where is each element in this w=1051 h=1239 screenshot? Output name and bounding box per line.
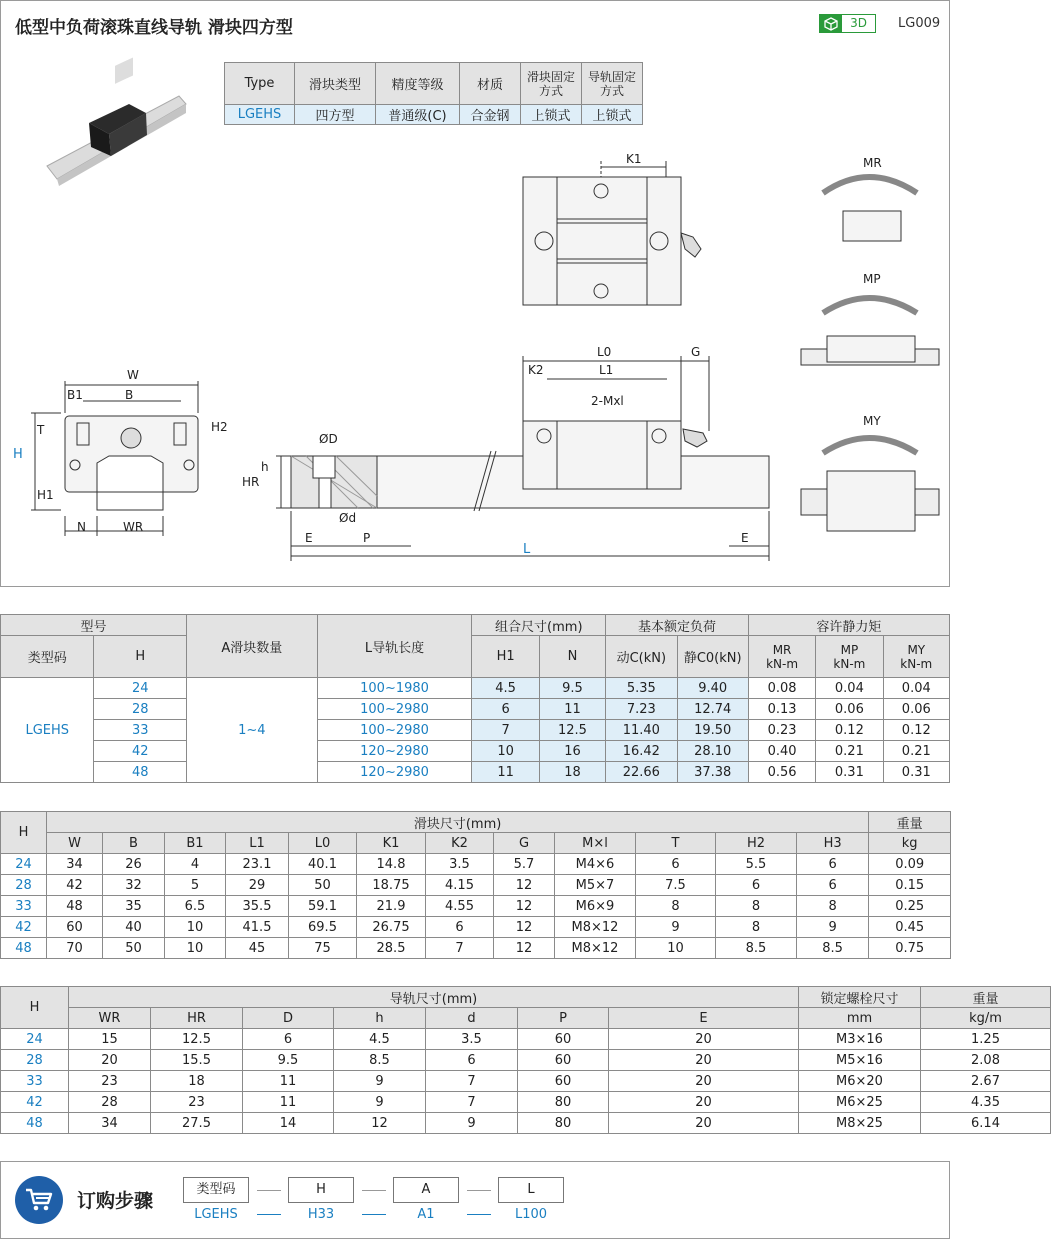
table-cell: 12.5 bbox=[151, 1029, 243, 1050]
table-cell: M4×6 bbox=[555, 854, 636, 875]
table-cell: 9 bbox=[334, 1071, 426, 1092]
table-cell: 4.15 bbox=[426, 875, 494, 896]
table-cell: 26.75 bbox=[357, 917, 426, 938]
table-cell: M8×25 bbox=[799, 1113, 921, 1134]
type-code-cell: LGEHS bbox=[1, 678, 94, 783]
table-cell: 6 bbox=[716, 875, 797, 896]
table-cell: M8×12 bbox=[555, 938, 636, 959]
spec-material-value: 合金钢 bbox=[460, 105, 521, 125]
table-cell: 0.06 bbox=[816, 699, 883, 720]
qty-cell: 1~4 bbox=[186, 678, 317, 783]
table-cell: 8 bbox=[797, 896, 869, 917]
header-n: N bbox=[539, 636, 605, 678]
header-mp: MP kN-m bbox=[816, 636, 883, 678]
t2-col: H3 bbox=[797, 833, 869, 854]
table-cell: 0.31 bbox=[816, 762, 883, 783]
table-cell: 69.5 bbox=[289, 917, 357, 938]
h-cell: 42 bbox=[94, 741, 186, 762]
table-cell: 15.5 bbox=[151, 1050, 243, 1071]
table-cell: 75 bbox=[289, 938, 357, 959]
t3-header-bolt: 锁定螺栓尺寸 bbox=[799, 987, 921, 1008]
table-cell: 12 bbox=[494, 917, 555, 938]
table-cell: 6 bbox=[636, 854, 716, 875]
table-cell: 0.08 bbox=[748, 678, 815, 699]
table-cell: M8×12 bbox=[555, 917, 636, 938]
t2-col: W bbox=[47, 833, 103, 854]
table-row bbox=[1, 699, 950, 720]
3d-label: 3D bbox=[850, 16, 867, 30]
table-cell: 2.08 bbox=[921, 1050, 1051, 1071]
table-cell: M3×16 bbox=[799, 1029, 921, 1050]
table-cell: 28.10 bbox=[677, 741, 748, 762]
label-my: MY bbox=[863, 414, 881, 428]
table-cell: 50 bbox=[289, 875, 357, 896]
table-cell: 80 bbox=[518, 1113, 609, 1134]
table-cell: 11 bbox=[243, 1071, 334, 1092]
length-cell: 120~2980 bbox=[317, 762, 472, 783]
label-p: P bbox=[363, 531, 371, 545]
table-cell: 0.12 bbox=[883, 720, 949, 741]
table-cell: 0.56 bbox=[748, 762, 815, 783]
table-cell: 0.75 bbox=[869, 938, 951, 959]
label-n: N bbox=[77, 520, 86, 534]
table-cell: 0.25 bbox=[869, 896, 951, 917]
table-cell: 12 bbox=[494, 938, 555, 959]
order-steps-panel bbox=[0, 1161, 950, 1239]
table-row bbox=[1, 762, 950, 783]
table-cell: 3.5 bbox=[426, 1029, 518, 1050]
table-row bbox=[1, 854, 951, 875]
table-cell: 11 bbox=[472, 762, 539, 783]
table-row bbox=[1, 678, 950, 699]
label-h-small: h bbox=[261, 460, 269, 474]
table-cell: 20 bbox=[609, 1050, 799, 1071]
t2-header-group: 滑块尺寸(mm) bbox=[47, 812, 869, 833]
h-cell: 48 bbox=[1, 938, 47, 959]
h-cell: 42 bbox=[1, 917, 47, 938]
header-static: 静C0(kN) bbox=[677, 636, 748, 678]
table-cell: 10 bbox=[165, 938, 226, 959]
table-cell: 60 bbox=[47, 917, 103, 938]
shopping-cart-icon bbox=[15, 1176, 63, 1224]
table-cell: 8 bbox=[716, 917, 797, 938]
h-cell: 28 bbox=[94, 699, 186, 720]
table-cell: 7.5 bbox=[636, 875, 716, 896]
t2-col: H2 bbox=[716, 833, 797, 854]
table-row bbox=[1, 1113, 1051, 1134]
table-cell: 18.75 bbox=[357, 875, 426, 896]
label-h1: H1 bbox=[37, 488, 54, 502]
table-cell: 6 bbox=[243, 1029, 334, 1050]
h-cell: 28 bbox=[1, 1050, 69, 1071]
divider bbox=[362, 1190, 386, 1191]
label-mp: MP bbox=[863, 272, 881, 286]
table-cell: 8 bbox=[716, 896, 797, 917]
spec-block-type-value: 四方型 bbox=[295, 105, 376, 125]
table-cell: 0.04 bbox=[883, 678, 949, 699]
table-cell: M6×9 bbox=[555, 896, 636, 917]
table-cell: 5.7 bbox=[494, 854, 555, 875]
load-table bbox=[0, 614, 950, 782]
table-cell: 12 bbox=[494, 875, 555, 896]
header-moment: 容许静力矩 bbox=[748, 615, 949, 636]
spec-header-type: Type bbox=[225, 63, 295, 105]
order-step-h: H bbox=[288, 1177, 354, 1203]
table-cell: 23 bbox=[69, 1071, 151, 1092]
t2-col: B bbox=[103, 833, 165, 854]
table-cell: 15 bbox=[69, 1029, 151, 1050]
order-step-a: A bbox=[393, 1177, 459, 1203]
t3-col: P bbox=[518, 1008, 609, 1029]
label-e-left: E bbox=[305, 531, 313, 545]
length-cell: 100~2980 bbox=[317, 720, 472, 741]
table-cell: 7 bbox=[472, 720, 539, 741]
label-b: B bbox=[125, 388, 134, 402]
product-panel bbox=[0, 0, 950, 587]
table-cell: 20 bbox=[609, 1113, 799, 1134]
table-cell: 28.5 bbox=[357, 938, 426, 959]
table-cell: 34 bbox=[47, 854, 103, 875]
table-cell: 9.5 bbox=[243, 1050, 334, 1071]
product-code: LG009 bbox=[898, 16, 941, 31]
header-h1: H1 bbox=[472, 636, 539, 678]
table-cell: 0.21 bbox=[883, 741, 949, 762]
label-hr: HR bbox=[242, 475, 260, 489]
table-cell: 11 bbox=[539, 699, 605, 720]
table-cell: 18 bbox=[539, 762, 605, 783]
t2-col: M×l bbox=[555, 833, 636, 854]
table-cell: 0.13 bbox=[748, 699, 815, 720]
table-cell: 35 bbox=[103, 896, 165, 917]
table-row bbox=[1, 1071, 1051, 1092]
table-cell: 0.04 bbox=[816, 678, 883, 699]
label-t: T bbox=[37, 423, 45, 437]
table-cell: 10 bbox=[472, 741, 539, 762]
h-cell: 33 bbox=[1, 1071, 69, 1092]
label-od: ØD bbox=[319, 432, 338, 446]
label-d: Ød bbox=[339, 511, 357, 525]
rail-side-view bbox=[276, 356, 769, 561]
label-mr: MR bbox=[863, 156, 882, 170]
header-dynamic: 动C(kN) bbox=[606, 636, 677, 678]
spec-header-precision: 精度等级 bbox=[376, 63, 460, 105]
label-b1: B1 bbox=[67, 388, 83, 402]
t3-col: WR bbox=[69, 1008, 151, 1029]
t3-col: E bbox=[609, 1008, 799, 1029]
table-row bbox=[1, 917, 951, 938]
table-cell: 14 bbox=[243, 1113, 334, 1134]
table-cell: 9 bbox=[797, 917, 869, 938]
table-cell: 9 bbox=[426, 1113, 518, 1134]
table-cell: 11.40 bbox=[606, 720, 677, 741]
t3-header-group: 导轨尺寸(mm) bbox=[69, 987, 799, 1008]
table-cell: 14.8 bbox=[357, 854, 426, 875]
t3-col: h bbox=[334, 1008, 426, 1029]
table-cell: 12 bbox=[334, 1113, 426, 1134]
table-row bbox=[1, 1092, 1051, 1113]
table-cell: 12.5 bbox=[539, 720, 605, 741]
table-cell: 20 bbox=[609, 1071, 799, 1092]
table-cell: 7 bbox=[426, 938, 494, 959]
header-qty: A滑块数量 bbox=[186, 615, 317, 678]
t2-col: L1 bbox=[226, 833, 289, 854]
table-cell: 26 bbox=[103, 854, 165, 875]
table-cell: 22.66 bbox=[606, 762, 677, 783]
h-cell: 42 bbox=[1, 1092, 69, 1113]
table-cell: 9 bbox=[334, 1092, 426, 1113]
table-cell: 10 bbox=[165, 917, 226, 938]
table-cell: 23 bbox=[151, 1092, 243, 1113]
table-cell: 41.5 bbox=[226, 917, 289, 938]
table-cell: 6 bbox=[797, 854, 869, 875]
header-my: MY kN-m bbox=[883, 636, 949, 678]
table-cell: 7.23 bbox=[606, 699, 677, 720]
header-combo: 组合尺寸(mm) bbox=[472, 615, 606, 636]
table-cell: 12 bbox=[494, 896, 555, 917]
table-cell: 60 bbox=[518, 1029, 609, 1050]
divider bbox=[362, 1214, 386, 1215]
table-cell: 35.5 bbox=[226, 896, 289, 917]
table-cell: 12.74 bbox=[677, 699, 748, 720]
table-cell: 0.23 bbox=[748, 720, 815, 741]
spec-header-rail-fix: 导轨固定方式 bbox=[582, 63, 643, 105]
table-cell: 0.45 bbox=[869, 917, 951, 938]
header-h: H bbox=[94, 636, 186, 678]
table-cell: 8.5 bbox=[716, 938, 797, 959]
table-cell: 48 bbox=[47, 896, 103, 917]
h-cell: 28 bbox=[1, 875, 47, 896]
table-cell: 20 bbox=[609, 1092, 799, 1113]
label-k1: K1 bbox=[626, 152, 642, 166]
spec-header-block-fix: 滑块固定方式 bbox=[521, 63, 582, 105]
table-cell: 32 bbox=[103, 875, 165, 896]
t3-header-weight: 重量 bbox=[921, 987, 1051, 1008]
order-example-h: H33 bbox=[307, 1207, 335, 1222]
table-cell: 21.9 bbox=[357, 896, 426, 917]
table-cell: 16 bbox=[539, 741, 605, 762]
table-row bbox=[1, 720, 950, 741]
order-example-type: LGEHS bbox=[194, 1207, 238, 1222]
table-cell: 60 bbox=[518, 1050, 609, 1071]
table-cell: 10 bbox=[636, 938, 716, 959]
t3-col: HR bbox=[151, 1008, 243, 1029]
table-cell: 40 bbox=[103, 917, 165, 938]
t3-col-unit-weight: kg/m bbox=[921, 1008, 1051, 1029]
table-row bbox=[1, 1050, 1051, 1071]
table-cell: 0.40 bbox=[748, 741, 815, 762]
table-cell: 8.5 bbox=[797, 938, 869, 959]
table-cell: 6 bbox=[426, 1050, 518, 1071]
table-row bbox=[1, 875, 951, 896]
h-cell: 24 bbox=[1, 1029, 69, 1050]
t2-col: T bbox=[636, 833, 716, 854]
table-cell: M6×25 bbox=[799, 1092, 921, 1113]
table-cell: 0.12 bbox=[816, 720, 883, 741]
t3-col-unit-bolt: mm bbox=[799, 1008, 921, 1029]
table-cell: 8 bbox=[636, 896, 716, 917]
table-cell: 1.25 bbox=[921, 1029, 1051, 1050]
order-example-l: L100 bbox=[514, 1207, 548, 1222]
table-cell: 4.35 bbox=[921, 1092, 1051, 1113]
table-cell: 0.09 bbox=[869, 854, 951, 875]
table-cell: 34 bbox=[69, 1113, 151, 1134]
table-cell: 3.5 bbox=[426, 854, 494, 875]
table-cell: 5.35 bbox=[606, 678, 677, 699]
block-dimension-table bbox=[0, 811, 950, 958]
t3-header-h: H bbox=[1, 987, 69, 1029]
table-cell: M5×7 bbox=[555, 875, 636, 896]
table-cell: 7 bbox=[426, 1071, 518, 1092]
h-cell: 48 bbox=[94, 762, 186, 783]
table-cell: 60 bbox=[518, 1071, 609, 1092]
order-title: 订购步骤 bbox=[77, 1190, 154, 1212]
table-cell: M5×16 bbox=[799, 1050, 921, 1071]
table-cell: 20 bbox=[69, 1050, 151, 1071]
h-cell: 48 bbox=[1, 1113, 69, 1134]
t2-col-unit: kg bbox=[869, 833, 951, 854]
table-cell: 8.5 bbox=[334, 1050, 426, 1071]
table-cell: 4.5 bbox=[334, 1029, 426, 1050]
table-cell: 9.40 bbox=[677, 678, 748, 699]
h-cell: 33 bbox=[1, 896, 47, 917]
table-cell: 42 bbox=[47, 875, 103, 896]
header-mr: MR kN-m bbox=[748, 636, 815, 678]
order-step-l: L bbox=[498, 1177, 564, 1203]
table-cell: 6 bbox=[472, 699, 539, 720]
table-cell: 59.1 bbox=[289, 896, 357, 917]
table-cell: 6.5 bbox=[165, 896, 226, 917]
technical-drawing bbox=[1, 1, 949, 586]
table-cell: 28 bbox=[69, 1092, 151, 1113]
table-cell: 0.21 bbox=[816, 741, 883, 762]
table-cell: 18 bbox=[151, 1071, 243, 1092]
label-wr: WR bbox=[123, 520, 144, 534]
h-cell: 24 bbox=[94, 678, 186, 699]
header-length: L导轨长度 bbox=[317, 615, 472, 678]
label-h: H bbox=[13, 447, 23, 462]
length-cell: 120~2980 bbox=[317, 741, 472, 762]
label-mxl: 2-Mxl bbox=[591, 394, 624, 408]
table-cell: 37.38 bbox=[677, 762, 748, 783]
header-type-code: 类型码 bbox=[1, 636, 94, 678]
table-cell: 11 bbox=[243, 1092, 334, 1113]
table-cell: 5.5 bbox=[716, 854, 797, 875]
header-model: 型号 bbox=[1, 615, 187, 636]
table-row bbox=[1, 938, 951, 959]
table-cell: 80 bbox=[518, 1092, 609, 1113]
spec-precision-value: 普通级(C) bbox=[376, 105, 460, 125]
table-cell: 50 bbox=[103, 938, 165, 959]
label-l1: L1 bbox=[599, 363, 614, 377]
length-cell: 100~2980 bbox=[317, 699, 472, 720]
t3-col: D bbox=[243, 1008, 334, 1029]
order-step-type: 类型码 bbox=[183, 1177, 249, 1203]
spec-header-material: 材质 bbox=[460, 63, 521, 105]
divider bbox=[257, 1190, 281, 1191]
table-row bbox=[1, 1029, 1051, 1050]
divider bbox=[257, 1214, 281, 1215]
table-cell: 27.5 bbox=[151, 1113, 243, 1134]
table-cell: 9.5 bbox=[539, 678, 605, 699]
t2-col: K1 bbox=[357, 833, 426, 854]
table-cell: 0.31 bbox=[883, 762, 949, 783]
moment-diagrams bbox=[801, 177, 939, 531]
rail-dimension-table bbox=[0, 986, 1002, 1133]
length-cell: 100~1980 bbox=[317, 678, 472, 699]
table-cell: 0.06 bbox=[883, 699, 949, 720]
spec-rail-fix-value: 上锁式 bbox=[582, 105, 643, 125]
table-cell: 45 bbox=[226, 938, 289, 959]
label-l: L bbox=[523, 542, 531, 557]
table-cell: 23.1 bbox=[226, 854, 289, 875]
t2-col: G bbox=[494, 833, 555, 854]
t2-col: B1 bbox=[165, 833, 226, 854]
t2-header-h: H bbox=[1, 812, 47, 854]
t2-col: K2 bbox=[426, 833, 494, 854]
divider bbox=[467, 1190, 491, 1191]
header-load: 基本额定负荷 bbox=[606, 615, 749, 636]
table-cell: 0.15 bbox=[869, 875, 951, 896]
label-w: W bbox=[127, 368, 139, 382]
divider bbox=[467, 1214, 491, 1215]
h-cell: 33 bbox=[94, 720, 186, 741]
table-cell: 6 bbox=[797, 875, 869, 896]
t2-col: L0 bbox=[289, 833, 357, 854]
h-cell: 24 bbox=[1, 854, 47, 875]
label-g: G bbox=[691, 345, 701, 359]
block-front-view bbox=[31, 381, 198, 536]
order-example-a: A1 bbox=[417, 1207, 435, 1222]
table-cell: 4.55 bbox=[426, 896, 494, 917]
label-l0: L0 bbox=[597, 345, 612, 359]
table-cell: 40.1 bbox=[289, 854, 357, 875]
table-row bbox=[1, 741, 950, 762]
table-cell: M6×20 bbox=[799, 1071, 921, 1092]
spec-header-block-type: 滑块类型 bbox=[295, 63, 376, 105]
table-row bbox=[1, 896, 951, 917]
table-cell: 16.42 bbox=[606, 741, 677, 762]
table-cell: 4.5 bbox=[472, 678, 539, 699]
t2-header-weight: 重量 bbox=[869, 812, 951, 833]
label-h2: H2 bbox=[211, 420, 228, 434]
table-cell: 19.50 bbox=[677, 720, 748, 741]
table-cell: 6 bbox=[426, 917, 494, 938]
label-k2: K2 bbox=[528, 363, 544, 377]
table-cell: 4 bbox=[165, 854, 226, 875]
table-cell: 9 bbox=[636, 917, 716, 938]
table-cell: 5 bbox=[165, 875, 226, 896]
label-e-right: E bbox=[741, 531, 749, 545]
table-cell: 70 bbox=[47, 938, 103, 959]
spec-type-value: LGEHS bbox=[225, 105, 295, 125]
spec-block-fix-value: 上锁式 bbox=[521, 105, 582, 125]
table-cell: 7 bbox=[426, 1092, 518, 1113]
table-cell: 20 bbox=[609, 1029, 799, 1050]
product-photo bbox=[47, 57, 186, 186]
table-cell: 29 bbox=[226, 875, 289, 896]
block-top-view bbox=[523, 161, 701, 305]
t3-col: d bbox=[426, 1008, 518, 1029]
table-cell: 2.67 bbox=[921, 1071, 1051, 1092]
page-title: 低型中负荷滚珠直线导轨 滑块四方型 bbox=[15, 18, 293, 38]
table-cell: 6.14 bbox=[921, 1113, 1051, 1134]
